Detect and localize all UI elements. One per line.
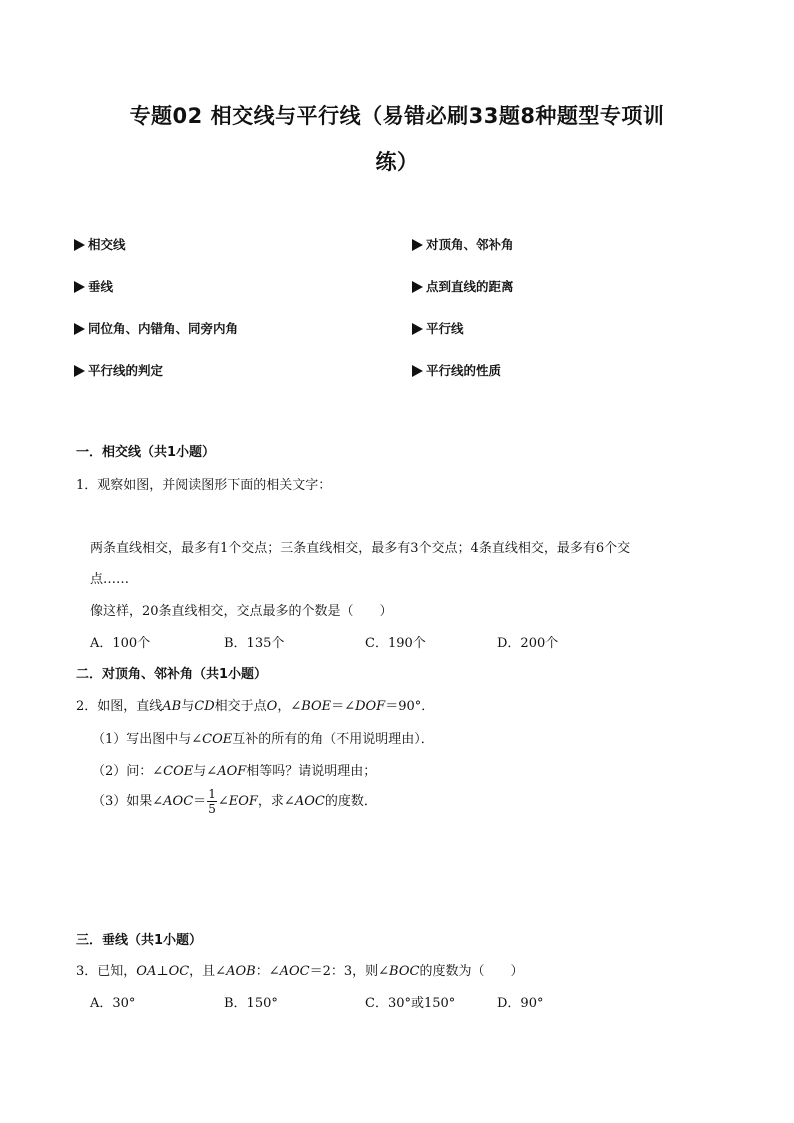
topic-item: 垂线 bbox=[74, 277, 113, 295]
question-1-text: 像这样，20条直线相交，交点最多的个数是（ ） bbox=[90, 604, 393, 619]
question-2-stem: 2．如图，直线AB与CD相交于点O，∠BOE＝∠DOF＝90°． bbox=[76, 699, 435, 714]
option-b: B．150° bbox=[224, 996, 278, 1011]
arrow-bullet-icon bbox=[74, 365, 85, 377]
arrow-bullet-icon bbox=[412, 239, 423, 251]
question-1-text: 两条直线相交，最多有1个交点；三条直线相交，最多有3个交点；4条直线相交，最多有6个交 bbox=[90, 541, 631, 556]
section-heading: 一．相交线（共1小题） bbox=[76, 445, 216, 460]
option-c: C．30°或150° bbox=[365, 996, 456, 1011]
question-2-part-2: （2）问：∠COE与∠AOF相等吗？请说明理由； bbox=[92, 764, 377, 779]
option-a: A．30° bbox=[90, 996, 136, 1011]
arrow-bullet-icon bbox=[74, 323, 85, 335]
option-c: C．190个 bbox=[365, 636, 426, 651]
topic-item: 同位角、内错角、同旁内角 bbox=[74, 319, 238, 337]
document-title-line-1: 专题02 相交线与平行线（易错必刷33题8种题型专项训 bbox=[129, 104, 665, 128]
fraction: $\frac{1}{5}$ bbox=[208, 787, 216, 816]
arrow-bullet-icon bbox=[412, 365, 423, 377]
topic-item: 点到直线的距离 bbox=[412, 277, 514, 295]
question-2-part-3: （3）如果∠AOC＝ $\frac{1}{5}$ ∠EOF，求∠AOC的度数． bbox=[92, 787, 377, 816]
topic-item: 平行线的性质 bbox=[412, 361, 501, 379]
arrow-bullet-icon bbox=[74, 281, 85, 293]
topic-item: 相交线 bbox=[74, 235, 126, 253]
question-1-text: 点…… bbox=[90, 572, 130, 587]
topic-item: 对顶角、邻补角 bbox=[412, 235, 514, 253]
option-d: D．200个 bbox=[497, 636, 559, 651]
section-heading: 三．垂线（共1小题） bbox=[76, 933, 203, 948]
option-d: D．90° bbox=[497, 996, 544, 1011]
topic-item: 平行线的判定 bbox=[74, 361, 163, 379]
option-a: A．100个 bbox=[90, 636, 151, 651]
arrow-bullet-icon bbox=[412, 323, 423, 335]
section-heading: 二．对顶角、邻补角（共1小题） bbox=[76, 667, 268, 682]
option-b: B．135个 bbox=[224, 636, 285, 651]
arrow-bullet-icon bbox=[74, 239, 85, 251]
question-1-stem: 1．观察如图，并阅读图形下面的相关文字： bbox=[76, 478, 332, 493]
document-title-line-2: 练） bbox=[375, 150, 419, 174]
question-2-part-1: （1）写出图中与∠COE互补的所有的角（不用说明理由）． bbox=[92, 732, 434, 747]
arrow-bullet-icon bbox=[412, 281, 423, 293]
topic-item: 平行线 bbox=[412, 319, 464, 337]
question-3-stem: 3．已知，OA⊥OC，且∠AOB：∠AOC＝2：3，则∠BOC的度数为（ ） bbox=[76, 964, 524, 979]
